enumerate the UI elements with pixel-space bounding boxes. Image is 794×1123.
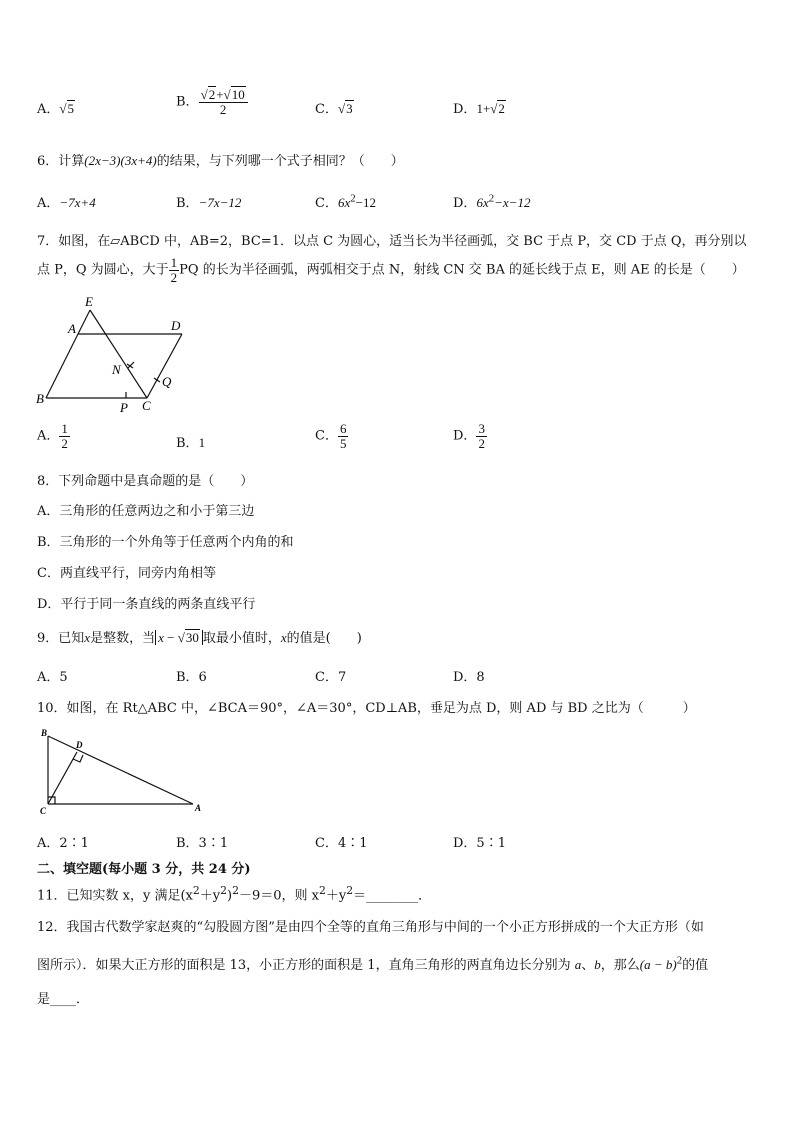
label-d: D (76, 740, 83, 750)
label-b: B (36, 391, 44, 406)
q12-line3: 是____． (37, 992, 90, 1007)
answer-blank[interactable]: ____ (50, 992, 77, 1007)
label-e: E (85, 294, 93, 309)
q6-option-d[interactable]: D．$6x^2-x-12$ (453, 192, 531, 211)
q8-option-c[interactable]: C．两直线平行，同旁内角相等 (37, 566, 216, 581)
q9-option-b[interactable]: B．6 (176, 670, 207, 685)
q11-stem: 11．已知实数 x，y 满足$(x^2+y^2)^2-9=0$，则 $x^2+y^2=\_\_\_\_\_\_\_\_$． (37, 884, 432, 904)
section-title: 二、填空题(每小题 3 分，共 24 分) (37, 862, 251, 877)
q9-option-a[interactable]: A．5 (37, 670, 68, 685)
q7-option-c[interactable]: C． $\frac{6}{5}$ (315, 421, 347, 451)
q12-line1: 12．我国古代数学家赵爽的“勾股圆方图”是由四个全等的直角三角形与中间的一个小正方形拼成的一个大正方形（如 (37, 920, 704, 935)
q9-option-d[interactable]: D．8 (453, 670, 485, 685)
label-c: C (142, 398, 151, 413)
q5-option-c[interactable]: C．√3 (315, 101, 353, 117)
side-ab (48, 736, 193, 804)
label-n: N (112, 362, 121, 377)
q10-option-a[interactable]: A．2∶1 (37, 836, 89, 851)
q8-option-b[interactable]: B．三角形的一个外角等于任意两个内角的和 (37, 535, 294, 550)
label-a: A (68, 321, 76, 336)
side-ab (46, 334, 78, 398)
label-d: D (171, 318, 181, 333)
label-p: P (120, 400, 128, 415)
q10-option-d[interactable]: D．5∶1 (453, 836, 506, 851)
q10-stem: 10．如图，在 Rt△ABC 中，∠BCA＝90°，∠A＝30°，CD⊥AB，垂足为点 D，则 AD 与 BD 之比为（ ） (37, 701, 696, 716)
q6-stem: 6．计算(2x−3)(3x+4)的结果，与下列哪一个式子相同？（ ） (37, 153, 404, 169)
answer-blank[interactable]: ________ (366, 888, 419, 904)
q8-option-d[interactable]: D．平行于同一条直线的两条直线平行 (37, 597, 256, 612)
label-a: A (195, 803, 202, 813)
q9-stem: 9．已知x是整数，当 x − √30 取最小值时，x的值是( ) (37, 630, 362, 646)
q10-option-c[interactable]: C．4∶1 (315, 836, 368, 851)
q5-option-d[interactable]: D．1+√2 (453, 101, 505, 117)
ray-cn (90, 310, 147, 398)
q10-option-b[interactable]: B．3∶1 (176, 836, 229, 851)
label-c: C (40, 806, 47, 816)
q6-option-b[interactable]: B．−7x−12 (176, 195, 242, 211)
label-b: B (41, 728, 48, 738)
q6-option-c[interactable]: C．$6x^2-12$ (315, 192, 376, 211)
sqrt-expression: √3 (337, 101, 353, 116)
q5-option-a[interactable]: A．√5 (37, 101, 75, 117)
q6-option-a[interactable]: A．−7x+4 (37, 195, 96, 211)
q7-stem-line2: 点 P，Q 为圆心，大于 $\frac{1}{2}$ PQ 的长为半径画弧，两弧相交于点 N，射线 CN 交 BA 的延长线于点 E，则 AE 的长是（ ） (37, 255, 745, 285)
q8-stem: 8．下列命题中是真命题的是（ ） (37, 474, 254, 489)
parallelogram-figure (30, 292, 200, 417)
q7-option-d[interactable]: D． $\frac{3}{2}$ (453, 421, 485, 451)
absolute-value-expression: x − √30 (155, 630, 203, 645)
fraction-half: $\frac{1}{2}$ (170, 255, 178, 285)
q7-option-a[interactable]: A． $\frac{1}{2}$ (37, 421, 68, 451)
q7-option-b[interactable]: B．1 (176, 435, 206, 451)
right-triangle-figure (37, 728, 209, 818)
sqrt-expression: √2 (490, 101, 505, 116)
altitude-cd (48, 752, 77, 804)
sqrt-expression: √5 (59, 101, 75, 116)
label-q: Q (162, 374, 172, 389)
q5-option-b[interactable]: B． $\frac{√2+√10}{2}$ (176, 88, 248, 116)
q9-option-c[interactable]: C．7 (315, 670, 347, 685)
q7-stem-line1: 7．如图，在▱ABCD 中，AB=2，BC=1．以点 C 为圆心，适当长为半径画弧，交 BC 于点 P，交 CD 于点 Q，再分别以 (37, 234, 747, 249)
q12-line2: 图所示）．如果大正方形的面积是 13，小正方形的面积是 1，直角三角形的两直角边长分别为 a、b，那么$(a - b)^2$的值 (37, 954, 709, 973)
q8-option-a[interactable]: A．三角形的任意两边之和小于第三边 (37, 504, 255, 519)
ba-extension (78, 310, 90, 334)
fraction: $\frac{√2+√10}{2}$ (199, 88, 248, 116)
